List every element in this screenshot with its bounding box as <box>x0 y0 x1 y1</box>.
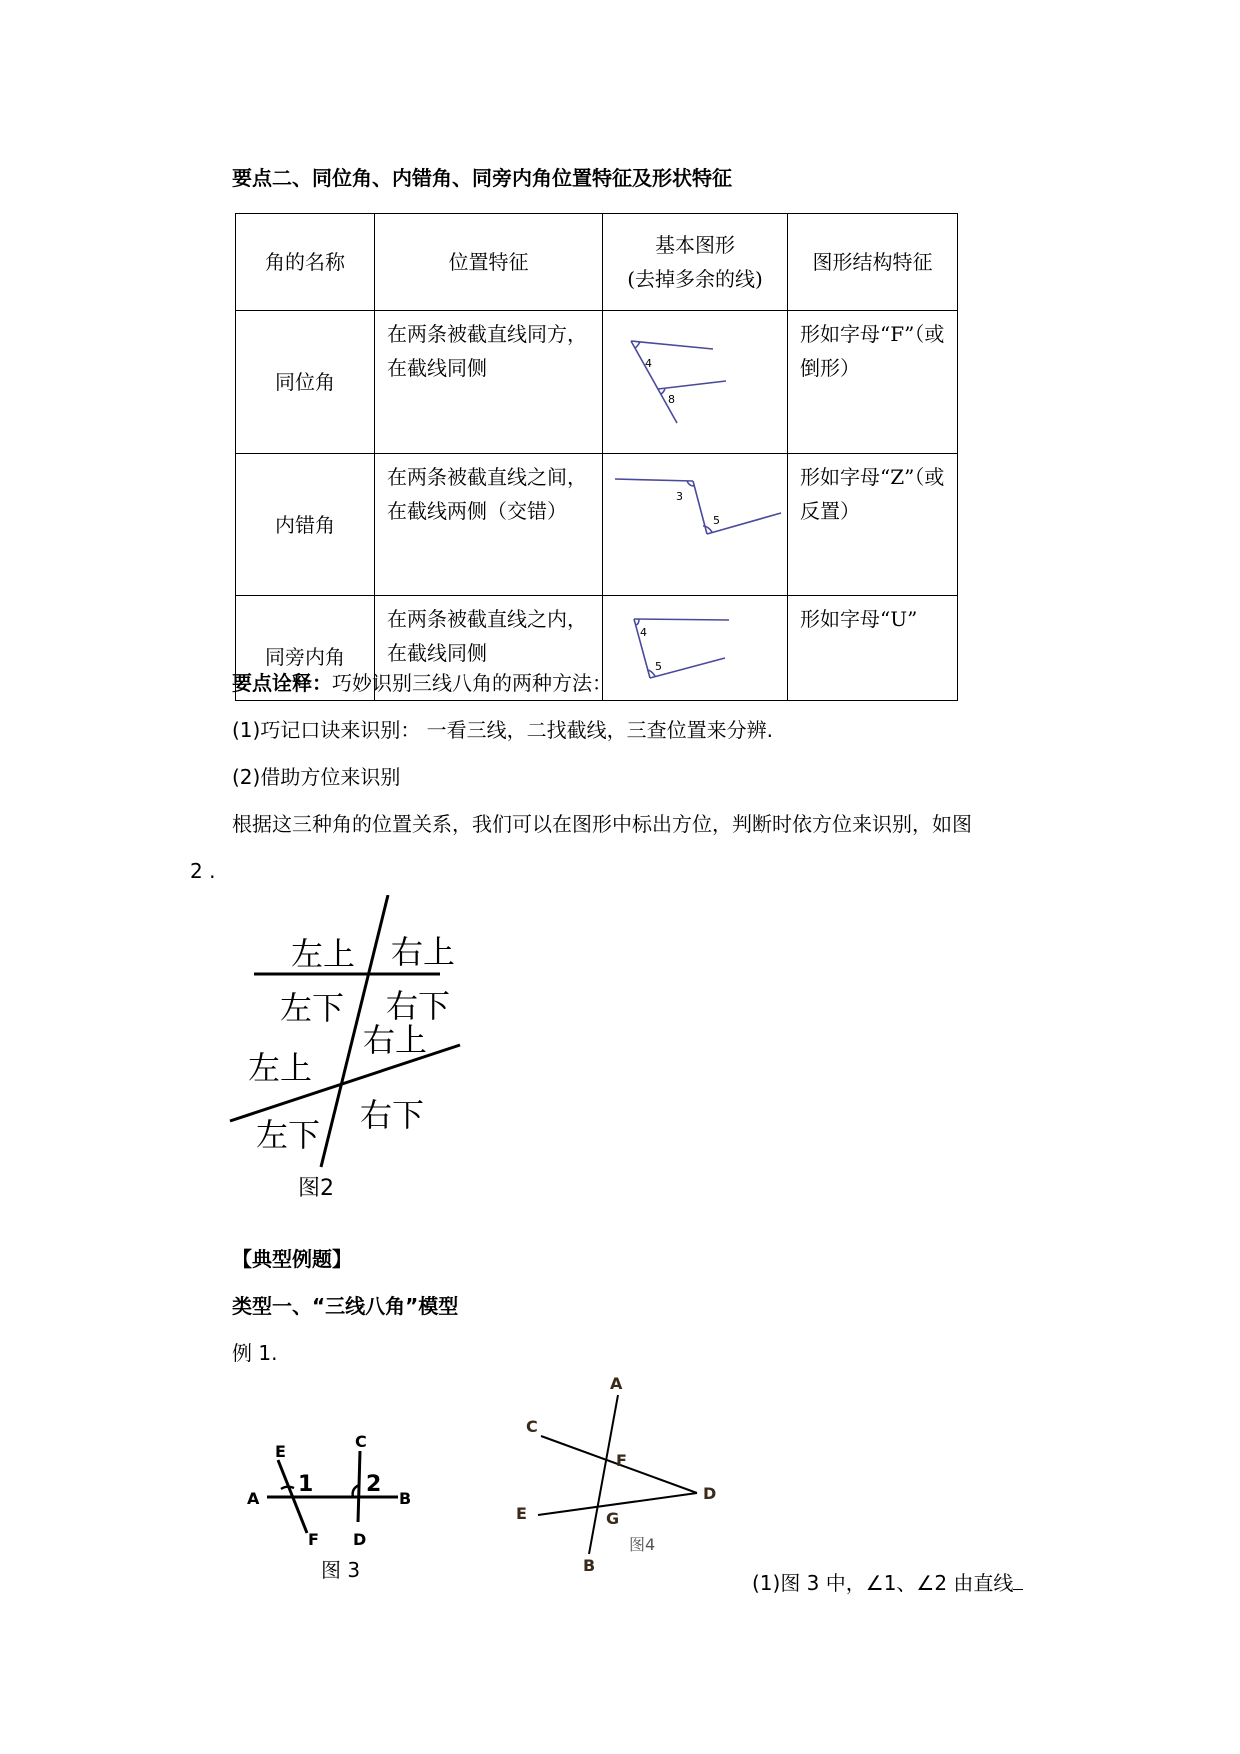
label-bottom-left-2: 左下 <box>256 1116 321 1154</box>
point-G: G <box>606 1509 620 1528</box>
row-angle-name: 同位角 <box>236 311 375 454</box>
table-row <box>236 454 958 596</box>
point-E: E <box>275 1442 286 1461</box>
notes-heading-bold: 要点诠释： <box>232 671 332 695</box>
table-row <box>236 311 958 454</box>
label-top-right-1: 右上 <box>391 933 456 971</box>
point-C: C <box>355 1432 367 1451</box>
table-header-row <box>236 214 958 311</box>
figure-3-caption: 图 3 <box>321 1558 361 1582</box>
notes-item-2: (2)借助方位来识别 <box>232 765 401 789</box>
notes-item-1: (1)巧记口诀来识别： 一看三线，二找截线，三查位置来分辨. <box>232 718 774 742</box>
angle-2: 2 <box>366 1472 382 1497</box>
example-1-label: 例 1. <box>232 1341 278 1365</box>
point-B: B <box>583 1556 596 1575</box>
header-basic-shape-line1: 基本图形 <box>655 233 735 257</box>
label-top-right-2: 右上 <box>363 1021 428 1059</box>
fig-label: 3 <box>676 490 683 503</box>
header-basic-shape <box>603 214 788 311</box>
notes-heading-rest: 巧妙识别三线八角的两种方法： <box>332 671 612 695</box>
figure-4-caption: 图4 <box>629 1535 656 1554</box>
label-bottom-right-2: 右下 <box>360 1096 425 1134</box>
row-structure: 形如字母“U” <box>788 596 958 701</box>
angle-features-table <box>235 213 958 701</box>
row-angle-name: 内错角 <box>236 454 375 596</box>
figure-4 <box>513 1373 738 1583</box>
notes-paragraph-cont: 2 . <box>190 859 216 883</box>
examples-heading: 【典型例题】 <box>232 1247 352 1271</box>
fig-label: 4 <box>640 626 647 639</box>
angle-1: 1 <box>298 1472 314 1497</box>
header-angle-name: 角的名称 <box>236 214 375 311</box>
question-1 <box>752 1567 1023 1598</box>
header-basic-shape-line2: (去掉多余的线) <box>627 267 763 291</box>
point-A: A <box>247 1489 260 1508</box>
point-A: A <box>610 1374 623 1393</box>
fig-label: 4 <box>645 357 652 370</box>
label-bottom-right-1: 右下 <box>386 987 451 1025</box>
label-top-left-1: 左上 <box>291 935 356 973</box>
row-figure-corresponding <box>603 311 788 454</box>
label-bottom-left-1: 左下 <box>280 989 345 1027</box>
row-angle-name: 同旁内角 <box>236 596 375 701</box>
notes-heading <box>232 668 612 698</box>
row-structure: 形如字母“Z”（或反置） <box>788 454 958 596</box>
point-E: E <box>516 1504 527 1523</box>
point-F: F <box>308 1530 319 1549</box>
point-D: D <box>353 1530 367 1549</box>
header-position: 位置特征 <box>375 214 603 311</box>
point-B: B <box>399 1489 412 1508</box>
row-structure: 形如字母“F”（或倒形） <box>788 311 958 454</box>
label-top-left-2: 左上 <box>248 1049 313 1087</box>
point-C: C <box>526 1417 538 1436</box>
figure-2-caption: 图2 <box>298 1176 334 1201</box>
header-structure: 图形结构特征 <box>788 214 958 311</box>
notes-paragraph: 根据这三种角的位置关系，我们可以在图形中标出方位，判断时依方位来识别，如图 <box>232 812 972 836</box>
figure-2 <box>228 895 468 1205</box>
figure-3 <box>243 1425 418 1590</box>
point-F: F <box>616 1451 627 1470</box>
point-D: D <box>703 1484 717 1503</box>
row-figure-alternate <box>603 454 788 596</box>
row-position: 在两条被截直线同方，在截线同侧 <box>375 311 603 454</box>
fig-label: 5 <box>713 514 720 527</box>
question-1-text: (1)图 3 中，∠1、∠2 由直线 <box>752 1571 1014 1595</box>
fig-label: 5 <box>655 660 662 673</box>
row-figure-interior <box>603 596 788 701</box>
row-position: 在两条被截直线之内，在截线同侧 <box>375 596 603 701</box>
type1-heading: 类型一、“三线八角”模型 <box>232 1294 459 1318</box>
row-position: 在两条被截直线之间，在截线两侧（交错） <box>375 454 603 596</box>
fig-label: 8 <box>668 393 675 406</box>
answer-blank <box>1013 1567 1023 1590</box>
section-title: 要点二、同位角、内错角、同旁内角位置特征及形状特征 <box>232 166 732 190</box>
